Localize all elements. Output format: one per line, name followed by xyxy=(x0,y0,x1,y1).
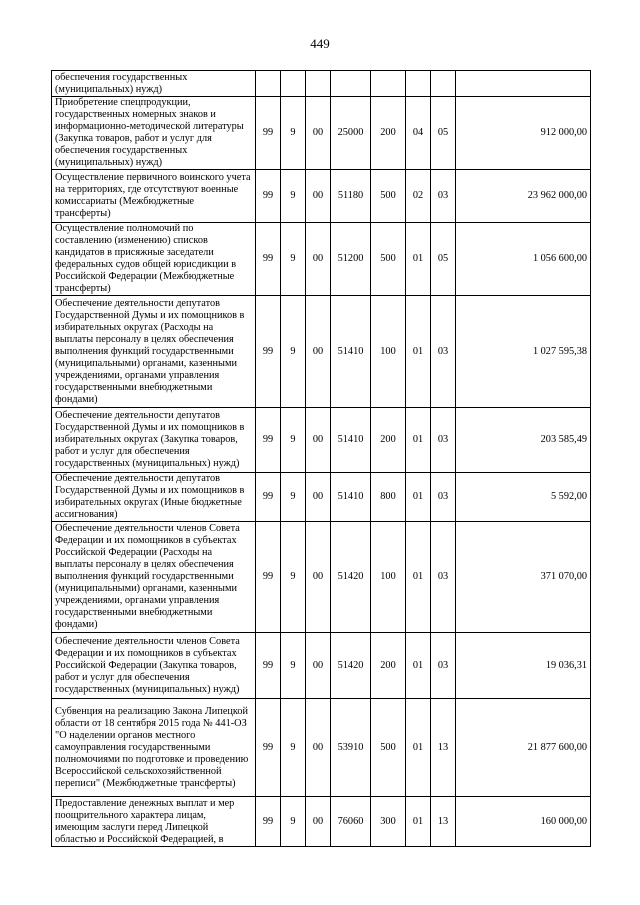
subprogram-code-cell: 9 xyxy=(281,473,306,522)
row-description: Обеспечение деятельности членов Совета Федерации и их помощников в субъектах Российской Федерации (Расходы на выплаты персоналу в целях обеспечения выполнения функций государственными (муниципальными) органами, казенными учреждениями, органами управления государственными внебюджетными фондами) xyxy=(52,522,256,633)
subsection-cell: 03 xyxy=(431,296,456,408)
subsection-cell xyxy=(431,71,456,97)
subsection-cell: 13 xyxy=(431,699,456,797)
section-cell: 01 xyxy=(406,296,431,408)
expense-code-cell: 51410 xyxy=(331,473,371,522)
row-description: Осуществление полномочий по составлению (изменению) списков кандидатов в присяжные заседатели федеральных судов общей юрисдикции в Российской Федерации (Межбюджетные трансферты) xyxy=(52,223,256,296)
row-description: Обеспечение деятельности членов Совета Федерации и их помощников в субъектах Российской Федерации (Закупка товаров, работ и услуг для обеспечения государственных (муниципальных) нужд) xyxy=(52,633,256,699)
amount-cell: 1 056 600,00 xyxy=(456,223,591,296)
direction-code-cell: 00 xyxy=(306,522,331,633)
subprogram-code-cell: 9 xyxy=(281,97,306,170)
expense-code-cell: 51420 xyxy=(331,522,371,633)
section-cell xyxy=(406,71,431,97)
subsection-cell: 03 xyxy=(431,170,456,223)
row-description: Предоставление денежных выплат и мер поощрительного характера лицам, имеющим заслуги перед Липецкой областью и Российской Федерацией, в xyxy=(52,797,256,847)
subsection-cell: 13 xyxy=(431,797,456,847)
amount-cell xyxy=(456,71,591,97)
row-description: Осуществление первичного воинского учета на территориях, где отсутствуют военные комиссариаты (Межбюджетные трансферты) xyxy=(52,170,256,223)
expense-code-cell: 53910 xyxy=(331,699,371,797)
amount-cell: 1 027 595,38 xyxy=(456,296,591,408)
table-row xyxy=(52,473,591,522)
subsection-cell: 05 xyxy=(431,97,456,170)
program-code-cell: 99 xyxy=(256,170,281,223)
subsection-cell: 03 xyxy=(431,473,456,522)
row-description: Обеспечение деятельности депутатов Государственной Думы и их помощников в избирательных округах (Закупка товаров, работ и услуг для обеспечения государственных (муниципальных) нужд) xyxy=(52,408,256,473)
expense-code-cell xyxy=(331,71,371,97)
row-description: Приобретение спецпродукции, государственных номерных знаков и информационно-методической литературы (Закупка товаров, работ и услуг для обеспечения государственных (муниципальных) нужд) xyxy=(52,97,256,170)
program-code-cell: 99 xyxy=(256,473,281,522)
section-cell: 01 xyxy=(406,408,431,473)
program-code-cell xyxy=(256,71,281,97)
expense-type-cell: 800 xyxy=(371,473,406,522)
expense-type-cell: 500 xyxy=(371,223,406,296)
row-description: Субвенция на реализацию Закона Липецкой области от 18 сентября 2015 года № 441-ОЗ "О наделении органов местного самоуправления государственными полномочиями по подготовке и проведению Всероссийской сельскохозяйственной переписи" (Межбюджетные трансферты) xyxy=(52,699,256,797)
amount-cell: 371 070,00 xyxy=(456,522,591,633)
direction-code-cell: 00 xyxy=(306,296,331,408)
amount-cell: 203 585,49 xyxy=(456,408,591,473)
table-row xyxy=(52,170,591,223)
expense-code-cell: 51420 xyxy=(331,633,371,699)
table-row xyxy=(52,699,591,797)
section-cell: 01 xyxy=(406,522,431,633)
section-cell: 01 xyxy=(406,797,431,847)
direction-code-cell: 00 xyxy=(306,170,331,223)
direction-code-cell: 00 xyxy=(306,699,331,797)
row-description: Обеспечение деятельности депутатов Государственной Думы и их помощников в избирательных округах (Иные бюджетные ассигнования) xyxy=(52,473,256,522)
expense-type-cell xyxy=(371,71,406,97)
expense-type-cell: 200 xyxy=(371,633,406,699)
direction-code-cell: 00 xyxy=(306,633,331,699)
amount-cell: 160 000,00 xyxy=(456,797,591,847)
direction-code-cell: 00 xyxy=(306,473,331,522)
program-code-cell: 99 xyxy=(256,797,281,847)
subprogram-code-cell xyxy=(281,71,306,97)
expense-code-cell: 76060 xyxy=(331,797,371,847)
expense-code-cell: 51410 xyxy=(331,296,371,408)
direction-code-cell xyxy=(306,71,331,97)
subprogram-code-cell: 9 xyxy=(281,699,306,797)
expense-type-cell: 100 xyxy=(371,296,406,408)
row-description: обеспечения государственных (муниципальных) нужд) xyxy=(52,71,256,97)
section-cell: 01 xyxy=(406,633,431,699)
table-row xyxy=(52,408,591,473)
subprogram-code-cell: 9 xyxy=(281,408,306,473)
program-code-cell: 99 xyxy=(256,699,281,797)
section-cell: 01 xyxy=(406,223,431,296)
program-code-cell: 99 xyxy=(256,223,281,296)
section-cell: 02 xyxy=(406,170,431,223)
program-code-cell: 99 xyxy=(256,97,281,170)
amount-cell: 21 877 600,00 xyxy=(456,699,591,797)
subprogram-code-cell: 9 xyxy=(281,170,306,223)
direction-code-cell: 00 xyxy=(306,408,331,473)
table-row xyxy=(52,633,591,699)
amount-cell: 23 962 000,00 xyxy=(456,170,591,223)
amount-cell: 912 000,00 xyxy=(456,97,591,170)
page-number: 449 xyxy=(310,36,330,51)
expense-code-cell: 51180 xyxy=(331,170,371,223)
table-row xyxy=(52,97,591,170)
subprogram-code-cell: 9 xyxy=(281,522,306,633)
subprogram-code-cell: 9 xyxy=(281,633,306,699)
table-row xyxy=(52,522,591,633)
subsection-cell: 03 xyxy=(431,633,456,699)
expense-type-cell: 500 xyxy=(371,170,406,223)
subprogram-code-cell: 9 xyxy=(281,797,306,847)
program-code-cell: 99 xyxy=(256,522,281,633)
expense-type-cell: 100 xyxy=(371,522,406,633)
program-code-cell: 99 xyxy=(256,296,281,408)
expense-code-cell: 51410 xyxy=(331,408,371,473)
expense-code-cell: 25000 xyxy=(331,97,371,170)
subsection-cell: 03 xyxy=(431,522,456,633)
direction-code-cell: 00 xyxy=(306,97,331,170)
table-row xyxy=(52,296,591,408)
subsection-cell: 05 xyxy=(431,223,456,296)
section-cell: 01 xyxy=(406,699,431,797)
table-row xyxy=(52,797,591,847)
section-cell: 01 xyxy=(406,473,431,522)
expense-type-cell: 300 xyxy=(371,797,406,847)
subsection-cell: 03 xyxy=(431,408,456,473)
expense-type-cell: 200 xyxy=(371,408,406,473)
amount-cell: 5 592,00 xyxy=(456,473,591,522)
program-code-cell: 99 xyxy=(256,408,281,473)
table-row xyxy=(52,223,591,296)
expense-code-cell: 51200 xyxy=(331,223,371,296)
table-row xyxy=(52,71,591,97)
amount-cell: 19 036,31 xyxy=(456,633,591,699)
direction-code-cell: 00 xyxy=(306,797,331,847)
subprogram-code-cell: 9 xyxy=(281,223,306,296)
subprogram-code-cell: 9 xyxy=(281,296,306,408)
direction-code-cell: 00 xyxy=(306,223,331,296)
program-code-cell: 99 xyxy=(256,633,281,699)
expense-type-cell: 500 xyxy=(371,699,406,797)
row-description: Обеспечение деятельности депутатов Государственной Думы и их помощников в избирательных округах (Расходы на выплаты персоналу в целях обеспечения выполнения функций государственными (муниципальными) органами, казенными учреждениями, органами управления государственными внебюджетными фондами) xyxy=(52,296,256,408)
expense-type-cell: 200 xyxy=(371,97,406,170)
section-cell: 04 xyxy=(406,97,431,170)
budget-table xyxy=(51,70,591,847)
